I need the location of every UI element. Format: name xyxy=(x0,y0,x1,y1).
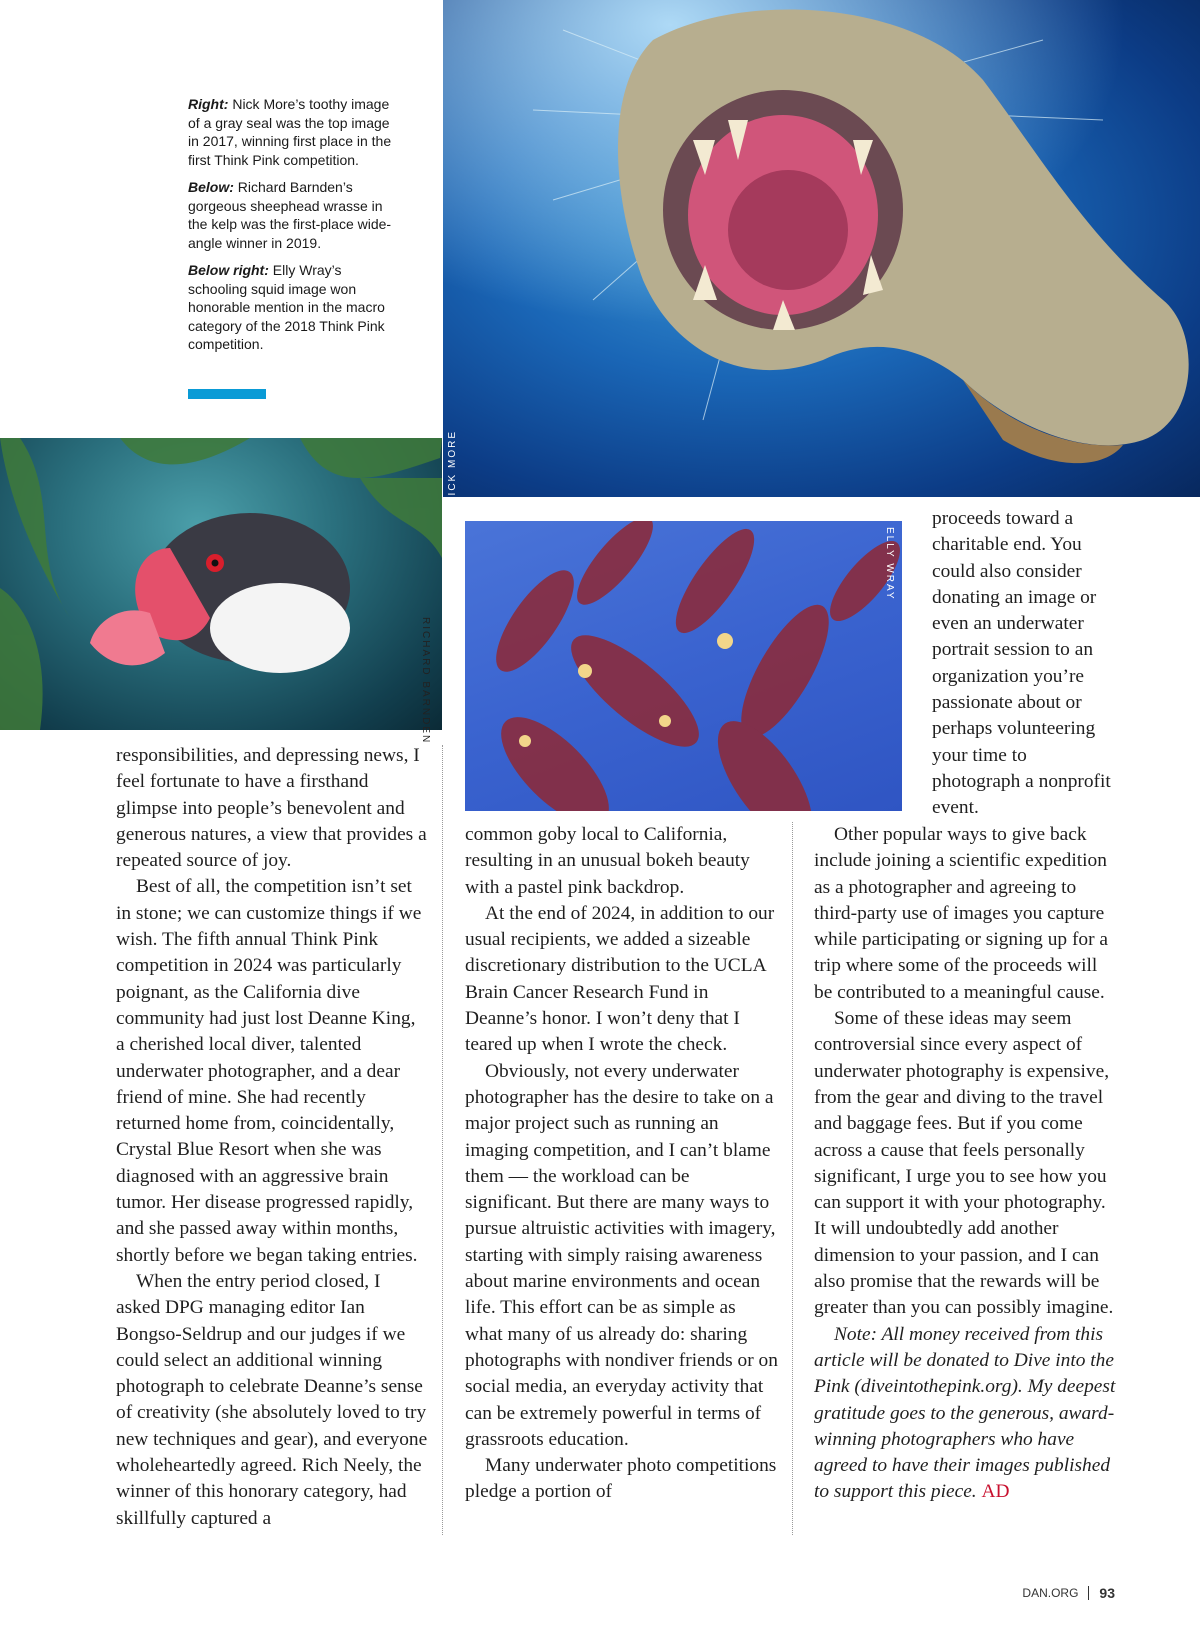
body-paragraph: Obviously, not every underwater photographer has the desire to take on a major project such as running an imaging competition, and I can’t blame them — the workload can be significant. But there are many ways to pursue altruistic activities with imagery, starting with simply raising awareness about marine environments and ocean life. This effort can be as simple as what many of us already do: sharing photographs with nondiver friends or on social media, an everyday activity that can be extremely powerful in terms of grassroots education. xyxy=(465,1060,778,1450)
body-paragraph: responsibilities, and depressing news, I feel fortunate to have a firsthand glimpse into people’s benevolent and generous natures, a view that provides a repeated source of joy. xyxy=(116,745,427,872)
author-note: Note: All money received from this article will be donated to Dive into the Pink (diveintothepink.org). My deepest gratitude goes to the generous, award-winning photographers who have agreed to have their images published to support this piece. AD xyxy=(814,1323,1116,1503)
gray-seal-photo xyxy=(443,0,1200,497)
footer-separator xyxy=(1088,1586,1089,1600)
body-paragraph: Other popular ways to give back include joining a scientific expedition as a photographer and agreeing to third-party use of images you capture while participating or signing up for a trip where some of the proceeds will be contributed to a meaningful cause. xyxy=(814,824,1109,1003)
author-signoff: AD xyxy=(981,1481,1010,1503)
sheephead-wrasse-illustration xyxy=(0,438,442,730)
body-paragraph: Some of these ideas may seem controversial since every aspect of underwater photography is expensive, from the gear and diving to the travel and baggage fees. But if you come across a cause that feels personally significant, I urge you to see how you can support it with your photography. It will undoubtedly add another dimension to your passion, and I can also promise that the rewards will be greater than you can possibly imagine. xyxy=(814,1008,1114,1319)
body-column-1 xyxy=(116,743,428,1532)
page-footer xyxy=(1022,1585,1115,1601)
body-column-3-top xyxy=(932,506,1117,822)
body-paragraph: common goby local to California, resulting in an unusual bokeh beauty with a pastel pink backdrop. xyxy=(465,824,750,898)
gray-seal-illustration xyxy=(443,0,1200,497)
body-paragraph: When the entry period closed, I asked DPG managing editor Ian Bongso-Seldrup and our judges if we could select an additional winning photograph to celebrate Deanne’s sense of creativity (she absolutely loved to try new techniques and gear), and everyone wholeheartedly agreed. Rich Neely, the winner of this honorary category, had skillfully captured a xyxy=(116,1270,428,1529)
body-paragraph: Best of all, the competition isn’t set in stone; we can customize things if we wish. The fifth annual Think Pink competition in 2024 was particularly poignant, as the California dive community had just lost Deanne King, a cherished local diver, talented underwater photographer, and a dear friend of mine. She had recently returned home from, coincidentally, Crystal Blue Resort when she was diagnosed with an aggressive brain tumor. Her disease progressed rapidly, and she passed away within months, shortly before we began taking entries. xyxy=(116,876,422,1266)
body-paragraph: At the end of 2024, in addition to our usual recipients, we added a sizeable discretionary distribution to the UCLA Brain Cancer Research Fund in Deanne’s honor. I won’t deny that I teared up when I wrote the check. xyxy=(465,902,775,1056)
schooling-squid-illustration xyxy=(465,521,902,811)
body-paragraph: Many underwater photo competitions pledge a portion of xyxy=(465,1455,777,1503)
footer-site: DAN.ORG xyxy=(1022,1586,1079,1600)
credit-squid: ELLY WRAY xyxy=(884,527,895,601)
credit-wrasse: RICHARD BARNDEN xyxy=(420,617,431,745)
column-divider xyxy=(792,822,793,1535)
credit-seal: NICK MORE xyxy=(447,430,458,505)
caption-squid: Below right: Elly Wray’s schooling squid image won honorable mention in the macro category of the 2018 Think Pink competition. xyxy=(188,262,385,352)
photo-captions xyxy=(188,95,398,363)
body-column-2 xyxy=(465,822,778,1506)
page-number: 93 xyxy=(1099,1585,1115,1601)
body-column-3 xyxy=(814,822,1117,1506)
schooling-squid-photo xyxy=(465,521,902,811)
body-paragraph: proceeds toward a charitable end. You could also consider donating an image or even an underwater portrait session to an organization you’re passionate about or perhaps volunteering your time to photograph a nonprofit event. xyxy=(932,508,1111,819)
caption-wrasse: Below: Richard Barnden’s gorgeous sheephead wrasse in the kelp was the first-place wide-angle winner in 2019. xyxy=(188,179,392,251)
column-divider xyxy=(442,745,443,1535)
caption-accent-bar xyxy=(188,389,266,399)
sheephead-wrasse-photo xyxy=(0,438,442,730)
caption-seal: Right: Nick More’s toothy image of a gray seal was the top image in 2017, winning first place in the first Think Pink competition. xyxy=(188,96,392,168)
